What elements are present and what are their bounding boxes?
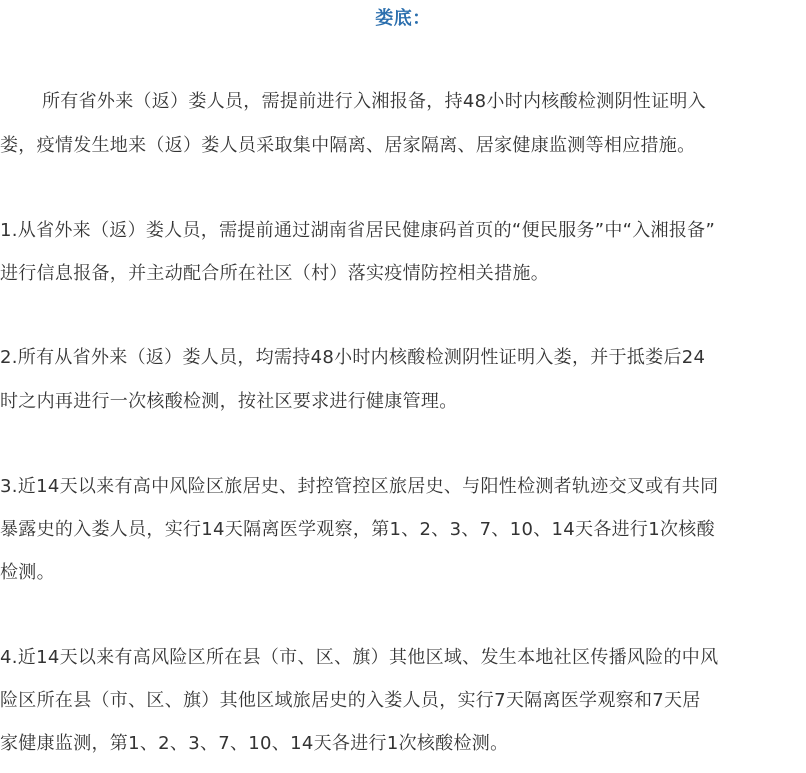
item-line: 3.近14天以来有高中风险区旅居史、封控管控区旅居史、与阳性检测者轨迹交叉或有共同 xyxy=(0,476,719,497)
page-title: 娄底： xyxy=(375,8,431,29)
item-line: 1.从省外来（返）娄人员，需提前通过湖南省居民健康码首页的“便民服务”中“入湘报备” xyxy=(0,220,716,241)
item-line: 4.近14天以来有高风险区所在县（市、区、旗）其他区域、发生本地社区传播风险的中风 xyxy=(0,647,719,668)
item-line: 家健康监测，第1、2、3、7、10、14天各进行1次核酸检测。 xyxy=(0,733,509,754)
item-line: 暴露史的入娄人员，实行14天隔离医学观察，第1、2、3、7、10、14天各进行1次核酸 xyxy=(0,519,715,540)
intro-line: 所有省外来（返）娄人员，需提前进行入湘报备，持48小时内核酸检测阴性证明入 xyxy=(42,91,707,112)
item-line: 检测。 xyxy=(0,562,55,583)
item-line: 时之内再进行一次核酸检测，按社区要求进行健康管理。 xyxy=(0,391,458,412)
intro-line: 娄，疫情发生地来（返）娄人员采取集中隔离、居家隔离、居家健康监测等相应措施。 xyxy=(0,135,696,156)
item-line: 2.所有从省外来（返）娄人员，均需持48小时内核酸检测阴性证明入娄，并于抵娄后24 xyxy=(0,347,706,368)
item-line: 进行信息报备，并主动配合所在社区（村）落实疫情防控相关措施。 xyxy=(0,263,549,284)
item-line: 险区所在县（市、区、旗）其他区域旅居史的入娄人员，实行7天隔离医学观察和7天居 xyxy=(0,690,701,711)
